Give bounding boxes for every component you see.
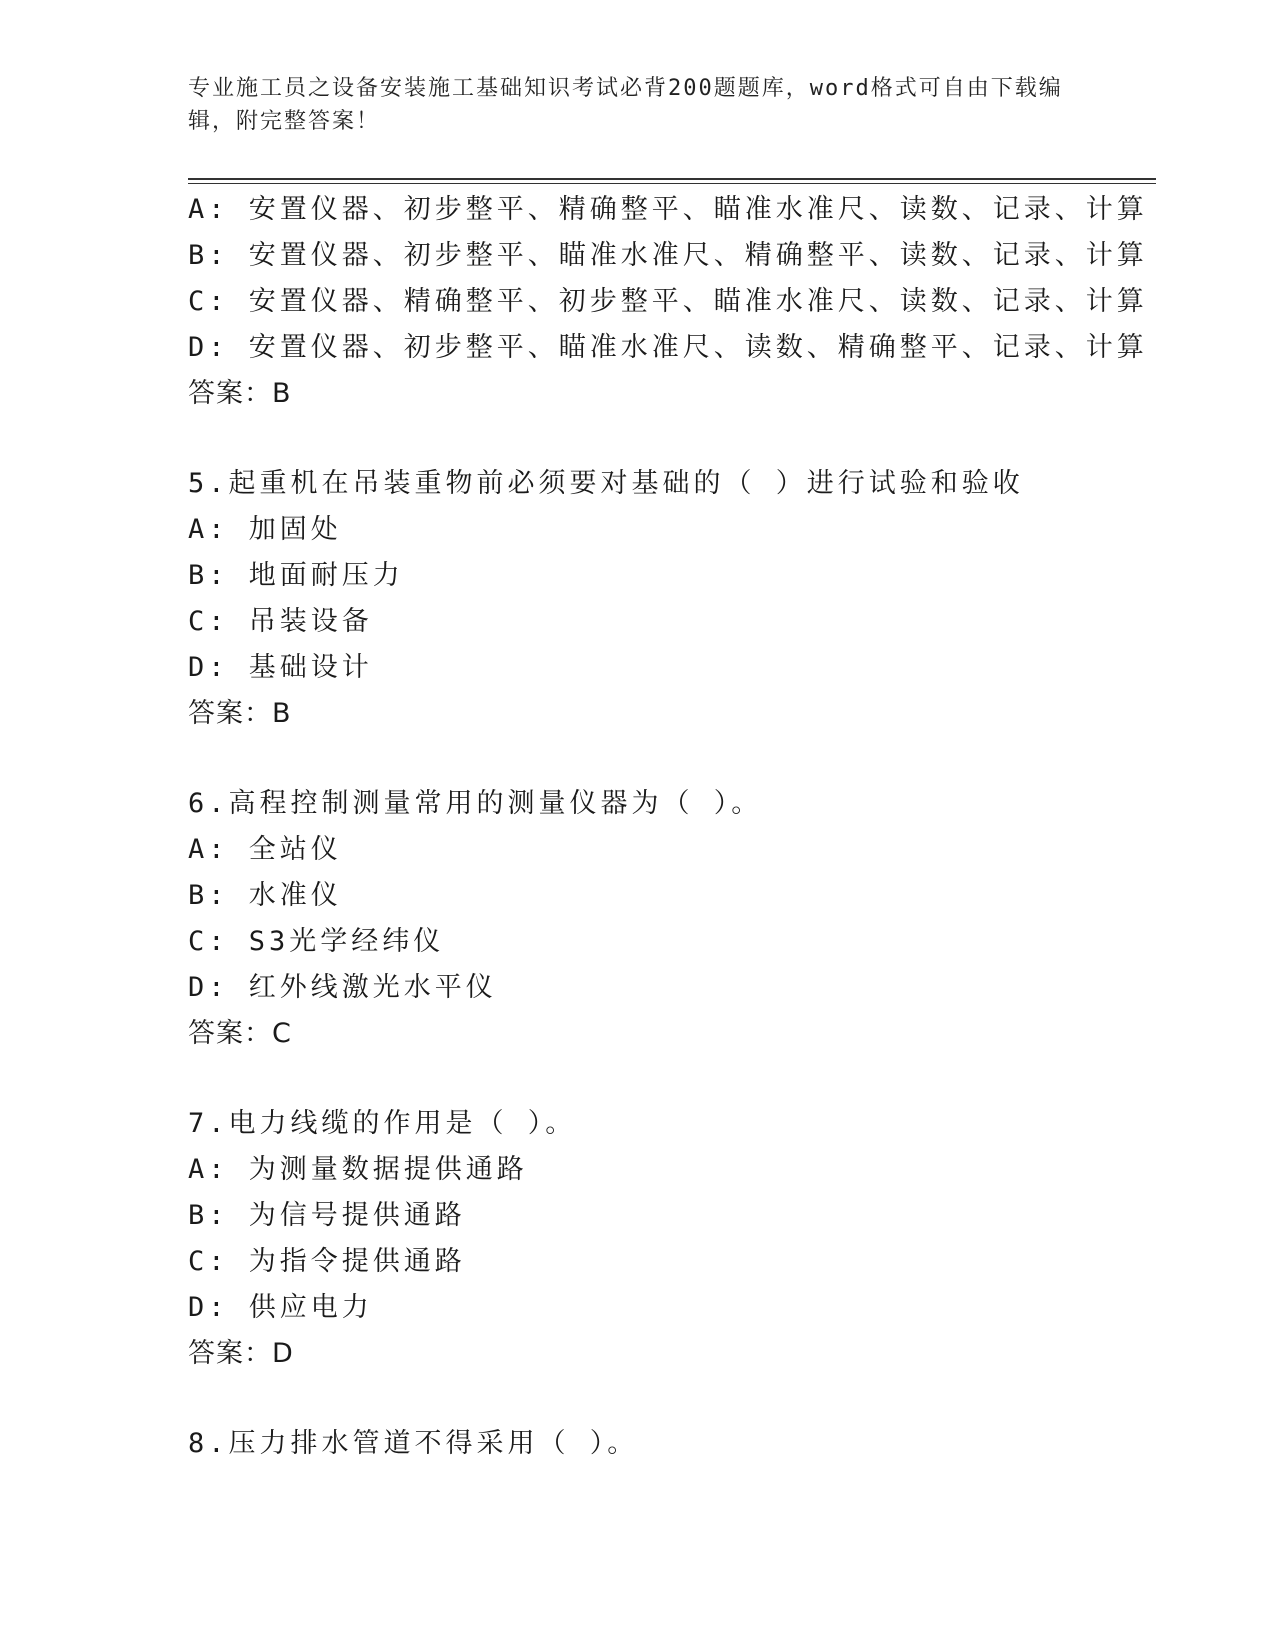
question-block-6	[188, 781, 1148, 1057]
spacer	[188, 737, 1148, 781]
option-b: B: 水准仪	[188, 880, 342, 911]
option-c: C: 吊装设备	[188, 606, 373, 637]
answer: 答案：D	[188, 1338, 294, 1369]
question-text: 6.高程控制测量常用的测量仪器为（ ）。	[188, 788, 763, 819]
header-divider-thin	[188, 183, 1156, 184]
question-text: 7.电力线缆的作用是（ ）。	[188, 1108, 577, 1139]
question-block-8	[188, 1421, 1148, 1467]
question-list	[188, 187, 1148, 1467]
spacer	[188, 417, 1148, 461]
header-divider-thick	[188, 178, 1156, 180]
document-header	[188, 72, 1068, 138]
spacer	[188, 1057, 1148, 1101]
option-b: B: 地面耐压力	[188, 560, 404, 591]
option-a: A: 为测量数据提供通路	[188, 1154, 528, 1185]
option-b: B: 安置仪器、初步整平、瞄准水准尺、精确整平、读数、记录、计算	[188, 240, 1148, 271]
option-d: D: 红外线激光水平仪	[188, 972, 497, 1003]
option-d: D: 供应电力	[188, 1292, 373, 1323]
question-text: 8.压力排水管道不得采用（ ）。	[188, 1428, 639, 1459]
option-c: C: S3光学经纬仪	[188, 926, 445, 957]
option-a: A: 安置仪器、初步整平、精确整平、瞄准水准尺、读数、记录、计算	[188, 194, 1148, 225]
answer: 答案：B	[188, 378, 292, 409]
answer: 答案：B	[188, 698, 292, 729]
header-title: 专业施工员之设备安装施工基础知识考试必背200题题库，word格式可自由下载编辑，附完整答案！	[188, 76, 1063, 134]
option-d: D: 安置仪器、初步整平、瞄准水准尺、读数、精确整平、记录、计算	[188, 332, 1148, 363]
option-a: A: 加固处	[188, 514, 342, 545]
question-block-7	[188, 1101, 1148, 1377]
answer: 答案：C	[188, 1018, 292, 1049]
option-c: C: 为指令提供通路	[188, 1246, 466, 1277]
spacer	[188, 1377, 1148, 1421]
option-c: C: 安置仪器、精确整平、初步整平、瞄准水准尺、读数、记录、计算	[188, 286, 1148, 317]
option-a: A: 全站仪	[188, 834, 342, 865]
question-block-5	[188, 461, 1148, 737]
option-b: B: 为信号提供通路	[188, 1200, 466, 1231]
question-block-4	[188, 187, 1148, 417]
option-d: D: 基础设计	[188, 652, 373, 683]
question-text: 5.起重机在吊装重物前必须要对基础的（ ）进行试验和验收	[188, 468, 1024, 499]
